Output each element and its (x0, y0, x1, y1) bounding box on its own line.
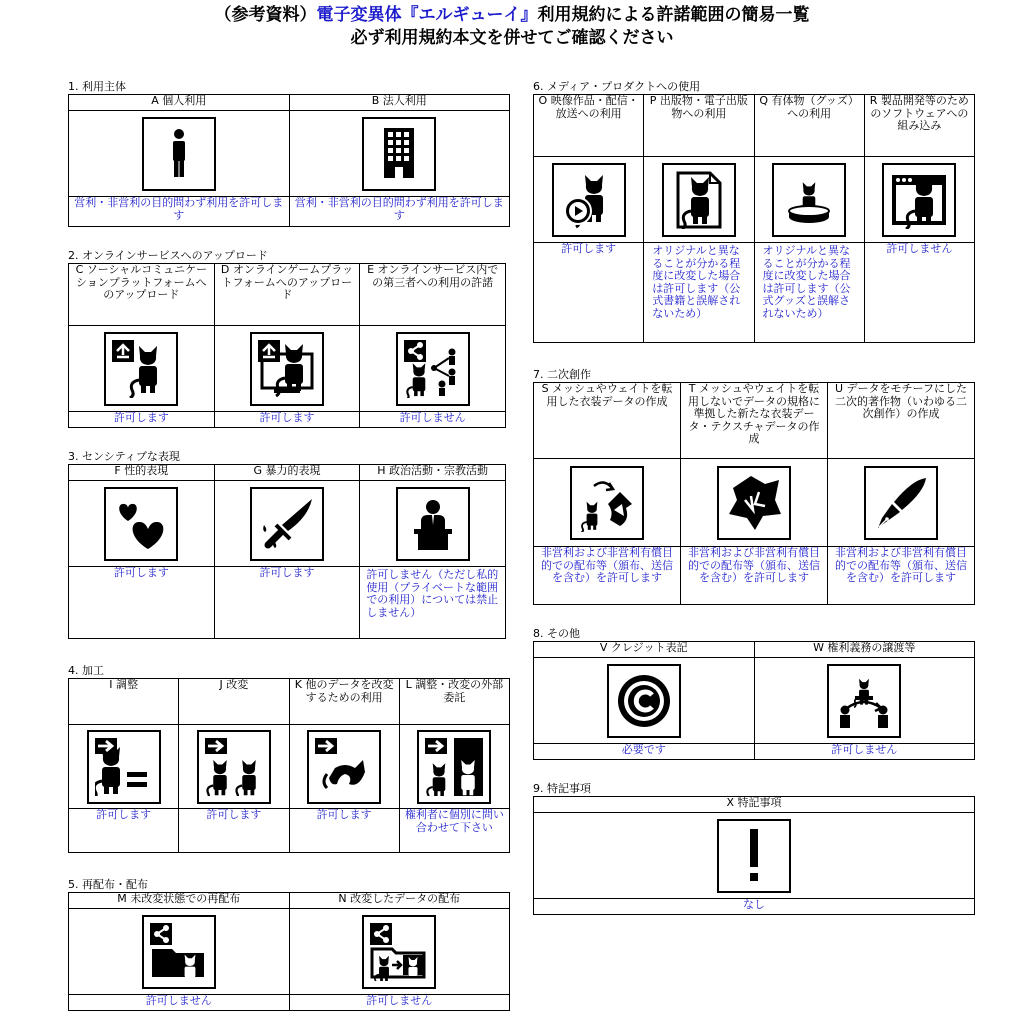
column-header: N 改変したデータの配布 (289, 893, 510, 909)
permission-result: 許可します (289, 809, 399, 853)
permission-result: 営利・非営利の目的問わず利用を許可します (289, 197, 510, 227)
permission-result: 許可します (214, 567, 360, 639)
section-label: 9. 特記事項 (533, 782, 591, 795)
knife-icon (250, 487, 324, 561)
section-sensitive-expression (68, 450, 506, 639)
section-label: 2. オンラインサービスへのアップロード (68, 249, 268, 262)
costume-transfer-icon (570, 466, 644, 540)
exclamation-icon (717, 819, 791, 893)
section-others (533, 627, 975, 760)
permission-result: 非営利および非営利有償目的での配布等（頒布、送信を含む）を許可します (534, 547, 681, 605)
page-subtitle: 必ず利用規約本文を併せてご確認ください (350, 28, 674, 48)
permission-result: 許可します (69, 809, 179, 853)
column-header: W 権利義務の譲渡等 (754, 642, 975, 658)
modify-other-data-icon (307, 730, 381, 804)
permission-result: 許可しません (289, 995, 510, 1011)
title-suffix: 利用規約による許諾範囲の簡易一覧 (537, 5, 810, 25)
column-header: S メッシュやウェイトを転用した衣装データの作成 (534, 383, 681, 459)
permission-table (533, 796, 975, 915)
section-online-upload (68, 249, 506, 428)
title-prefix: （参考資料） (214, 5, 317, 25)
permission-result: 許可しません（ただし私的使用（プライベートな範囲での利用）については禁止しません） (360, 567, 506, 639)
adjust-icon (87, 730, 161, 804)
hearts-icon (104, 487, 178, 561)
figure-goods-icon (772, 163, 846, 237)
copyright-icon (607, 664, 681, 738)
software-window-icon (882, 163, 956, 237)
permission-result: 許可します (179, 809, 289, 853)
permission-result: 非営利および非営利有償目的での配布等（頒布、送信を含む）を許可します (828, 547, 975, 605)
section-label: 8. その他 (533, 627, 580, 640)
column-header: U データをモチーフにした二次的著作物（いわゆる二次創作）の作成 (828, 383, 975, 459)
redistribute-folder-icon (142, 915, 216, 989)
column-header: C ソーシャルコミュニケーションプラットフォームへのアップロード (69, 264, 215, 326)
permission-table (533, 382, 975, 605)
column-header: V クレジット表記 (534, 642, 755, 658)
column-header: K 他のデータを改変するための利用 (289, 679, 399, 725)
column-header: H 政治活動・宗教活動 (360, 465, 506, 481)
column-header: I 調整 (69, 679, 179, 725)
section-label: 1. 利用主体 (68, 80, 126, 93)
permission-result: 許可しません (864, 243, 974, 343)
upload-social-icon (104, 332, 178, 406)
section-label: 3. センシティブな表現 (68, 450, 180, 463)
modify-icon (197, 730, 271, 804)
permission-result: 許可しません (754, 744, 975, 760)
section-redistribution (68, 878, 510, 1011)
permission-result: 許可しません (69, 995, 290, 1011)
column-header: T メッシュやウェイトを転用しないでデータの規格に準拠した新たな衣装データ・テクスチャデータの作成 (681, 383, 828, 459)
permission-table (68, 892, 510, 1011)
column-header: X 特記事項 (534, 797, 975, 813)
podium-speaker-icon (396, 487, 470, 561)
column-header: P 出版物・電子出版物への利用 (644, 95, 754, 157)
column-header: G 暴力的表現 (214, 465, 360, 481)
section-label: 7. 二次創作 (533, 368, 591, 381)
distribute-modified-icon (362, 915, 436, 989)
column-header: B 法人利用 (289, 95, 510, 111)
document-icon (662, 163, 736, 237)
column-header: R 製品開発等のためのソフトウェアへの組み込み (864, 95, 974, 157)
column-header: Q 有体物（グッズ）への利用 (754, 95, 864, 157)
section-derivative-works (533, 368, 975, 605)
permission-result: 許可します (214, 412, 360, 428)
transfer-rights-icon (827, 664, 901, 738)
fountain-pen-icon (864, 466, 938, 540)
permission-table (68, 678, 510, 853)
permission-result: 許可します (69, 567, 215, 639)
section-label: 4. 加工 (68, 664, 104, 677)
section-user-type (68, 80, 510, 227)
permission-result: 必要です (534, 744, 755, 760)
permission-table (533, 94, 975, 343)
video-play-icon (552, 163, 626, 237)
permission-result: オリジナルと異なることが分かる程度に改変した場合は許可します（公式グッズと誤解されないため） (754, 243, 864, 343)
upload-game-icon (250, 332, 324, 406)
column-header: J 改変 (179, 679, 289, 725)
section-special-notes (533, 782, 975, 915)
section-processing (68, 664, 510, 853)
title-product-name: 電子変異体『エルギューイ』 (316, 5, 538, 25)
permission-table (68, 464, 506, 639)
column-header: A 個人利用 (69, 95, 290, 111)
permission-result: 権利者に個別に問い合わせて下さい (399, 809, 509, 853)
permission-result: 許可しません (360, 412, 506, 428)
share-third-party-icon (396, 332, 470, 406)
permission-table (68, 94, 510, 227)
page-title (0, 4, 1024, 26)
outsourcing-icon (417, 730, 491, 804)
permission-table (68, 263, 506, 428)
section-label: 5. 再配布・配布 (68, 878, 148, 891)
permission-result: 非営利および非営利有償目的での配布等（頒布、送信を含む）を許可します (681, 547, 828, 605)
column-header: L 調整・改変の外部委託 (399, 679, 509, 725)
fabric-icon (717, 466, 791, 540)
permission-result: 営利・非営利の目的問わず利用を許可します (69, 197, 290, 227)
section-media-products (533, 80, 975, 343)
column-header: O 映像作品・配信・放送への利用 (534, 95, 644, 157)
column-header: F 性的表現 (69, 465, 215, 481)
permission-result: オリジナルと異なることが分かる程度に改変した場合は許可します（公式書籍と誤解されないため） (644, 243, 754, 343)
column-header: D オンラインゲームプラットフォームへのアップロード (214, 264, 360, 326)
column-header: E オンラインサービス内での第三者への利用の許諾 (360, 264, 506, 326)
permission-table (533, 641, 975, 760)
office-building-icon (362, 117, 436, 191)
section-label: 6. メディア・プロダクトへの使用 (533, 80, 701, 93)
person-icon (142, 117, 216, 191)
column-header: M 未改変状態での再配布 (69, 893, 290, 909)
permission-result: 許可します (534, 243, 644, 343)
permission-result: なし (534, 899, 975, 915)
permission-result: 許可します (69, 412, 215, 428)
